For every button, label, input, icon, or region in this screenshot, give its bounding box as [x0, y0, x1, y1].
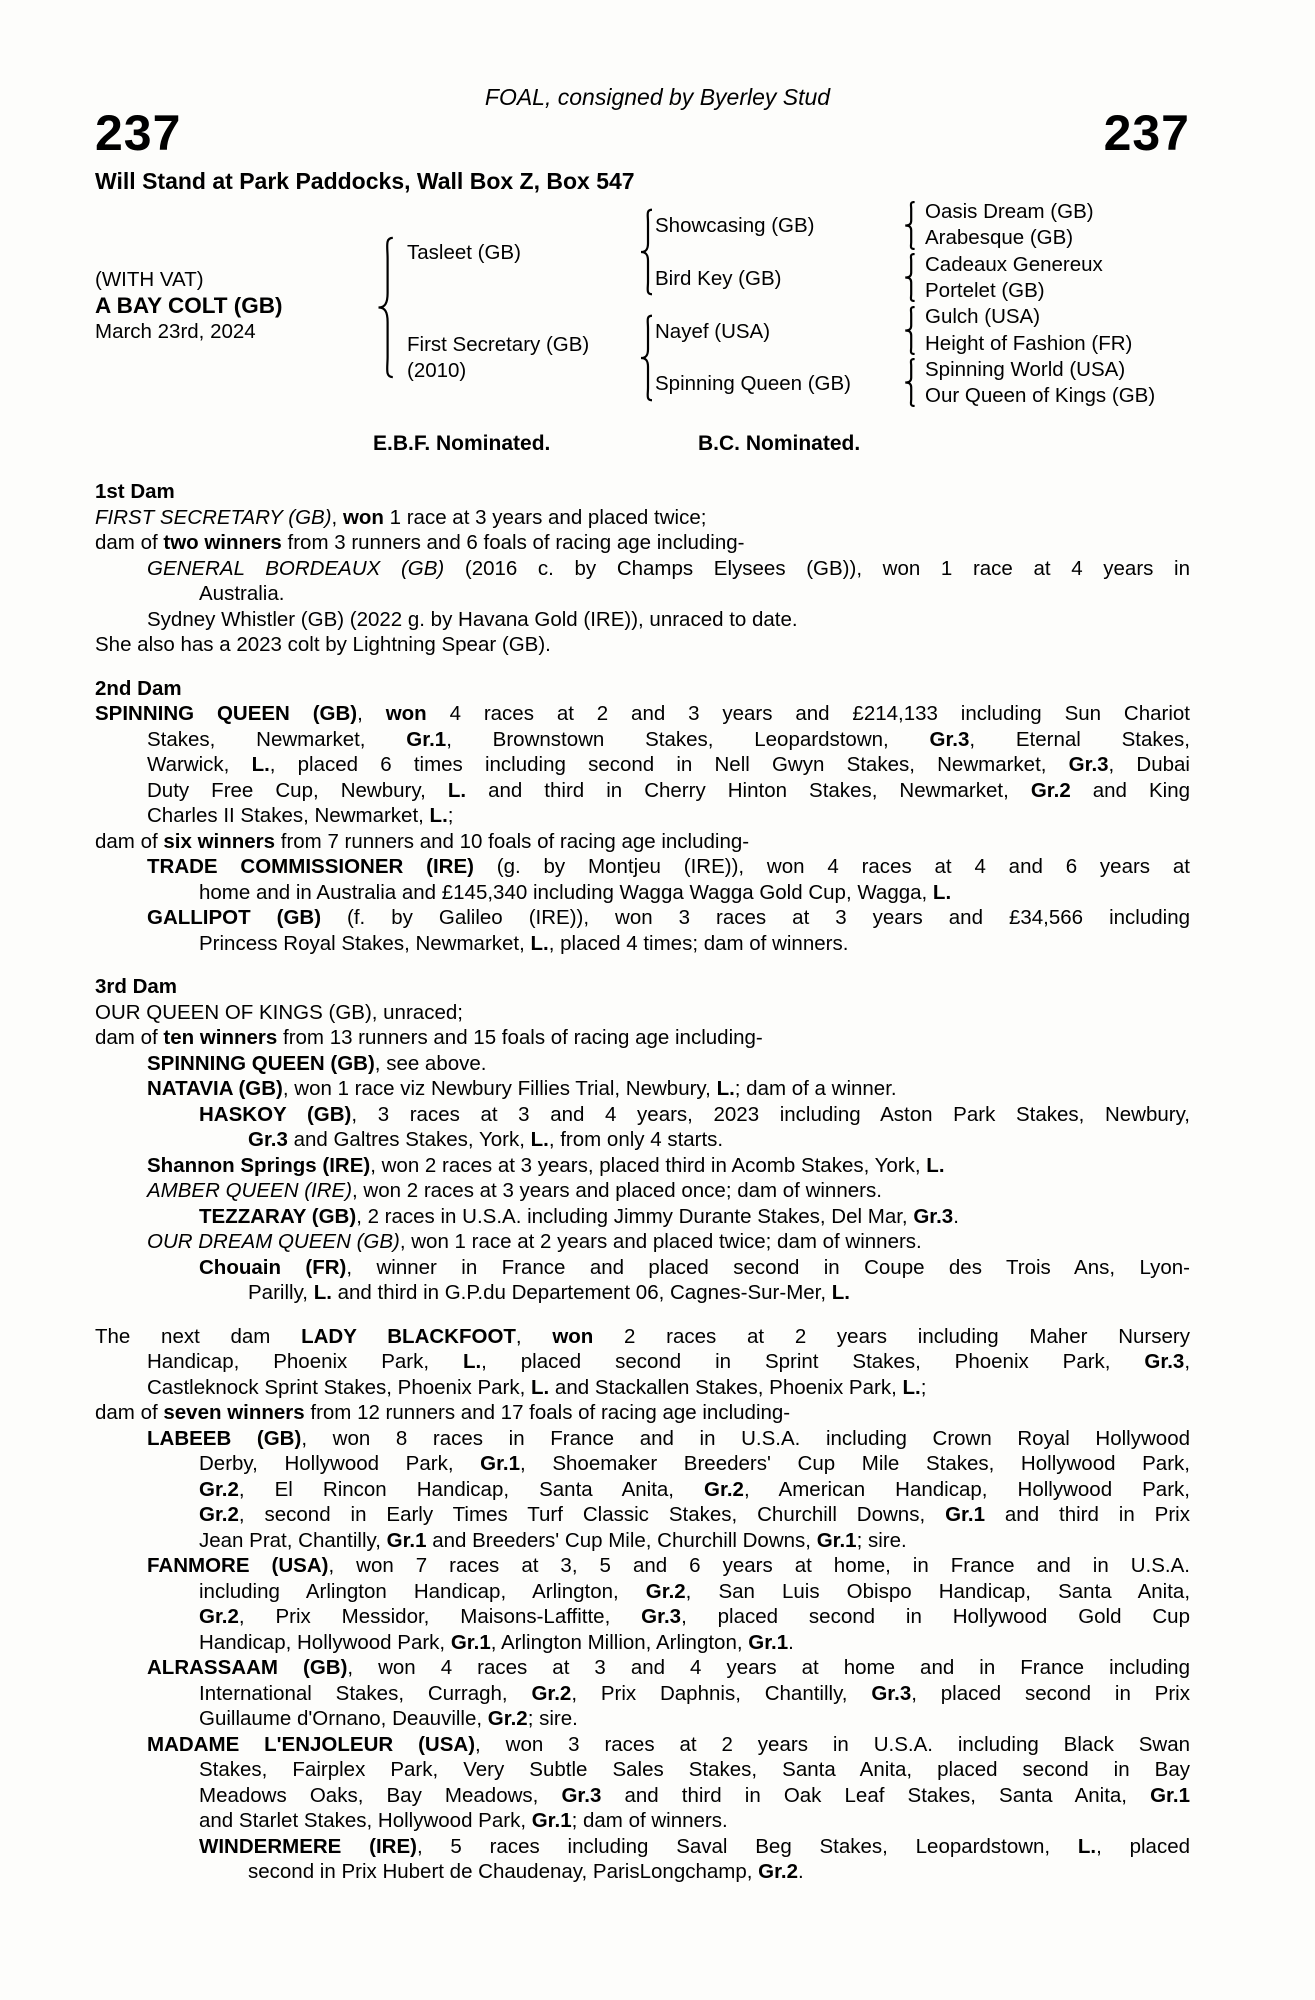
pedigree-gen2-name: Nayef (USA)	[655, 320, 771, 343]
text-run: Gr.1	[531, 1809, 572, 1832]
text-run: TEZZARAY (GB)	[199, 1204, 357, 1228]
text-run: Gr.1	[945, 1503, 985, 1526]
text-run: , placed second in Hollywood Gold Cup	[681, 1605, 1190, 1628]
lot-number-right: 237	[1103, 105, 1190, 161]
text-run: from 12 runners and 17 foals of racing age including-	[304, 1401, 791, 1424]
text-line	[95, 1076, 1190, 1102]
text-run: HASKOY (GB)	[199, 1102, 352, 1126]
text-run: and Starlet Stakes, Hollywood Park,	[199, 1809, 532, 1832]
text-run: , placed 6 times including second in Nell Gwyn Stakes, Newmarket,	[269, 753, 1069, 776]
text-line	[95, 1025, 1190, 1051]
stand-location-line: Will Stand at Park Paddocks, Wall Box Z, Box 547	[95, 168, 635, 194]
text-run: and third in Prix	[984, 1503, 1190, 1526]
text-run: .	[953, 1204, 959, 1228]
text-run: FIRST SECRETARY (GB)	[95, 505, 332, 529]
text-run: two winners	[163, 531, 282, 554]
text-line	[95, 752, 1190, 778]
pedigree-gen3-name: Cadeaux Genereux	[925, 252, 1103, 276]
text-run: Meadows Oaks, Bay Meadows,	[199, 1783, 562, 1807]
text-run: and King	[1070, 778, 1191, 802]
text-run: Charles II Stakes, Newmarket,	[147, 804, 430, 827]
pedigree-brace	[901, 253, 918, 302]
text-run: L.	[530, 1128, 549, 1151]
text-run: ten winners	[163, 1026, 278, 1049]
text-line	[95, 581, 1190, 607]
text-run: Derby, Hollywood Park,	[199, 1452, 481, 1475]
text-run: MADAME L'ENJOLEUR (USA)	[147, 1732, 476, 1756]
pedigree-brace	[636, 314, 656, 402]
text-run: Gr.3	[641, 1605, 682, 1628]
text-run: L.	[926, 1153, 945, 1177]
dam-block	[407, 332, 589, 384]
text-run: Warwick,	[147, 753, 252, 776]
text-run: dam of	[95, 531, 164, 554]
text-run: NATAVIA (GB)	[147, 1077, 283, 1100]
text-run: , Dubai	[1108, 753, 1190, 776]
pedigree-gen2-name: Spinning Queen (GB)	[655, 372, 852, 395]
text-line	[95, 1324, 1190, 1350]
text-run: 4 races at 2 and 3 years and £214,133 including Sun Chariot	[426, 702, 1190, 725]
text-line	[95, 1834, 1190, 1860]
text-run: , from only 4 starts.	[548, 1128, 724, 1151]
text-run: and third in G.P.du Departement 06, Cagnes-Sur-Mer,	[331, 1281, 832, 1304]
text-run: ; sire.	[856, 1528, 907, 1552]
text-run: , American Handicap, Hollywood Park,	[743, 1477, 1190, 1501]
text-run: won	[552, 1324, 594, 1348]
text-run: ,	[331, 505, 343, 529]
text-line	[95, 1553, 1190, 1579]
section-heading: 3rd Dam	[95, 975, 178, 998]
text-run: , won 1 race at 2 years and placed twice; dam of winners.	[399, 1230, 922, 1253]
text-run: , see above.	[374, 1051, 487, 1075]
text-run: ;	[920, 1375, 927, 1399]
text-line	[95, 1681, 1190, 1707]
text-line	[95, 1477, 1190, 1503]
text-run: FANMORE (USA)	[147, 1554, 329, 1577]
text-run: , 2 races in U.S.A. including Jimmy Durante Stakes, Del Mar,	[356, 1204, 914, 1228]
text-run: OUR DREAM QUEEN (GB)	[147, 1230, 400, 1253]
text-line	[95, 1859, 1190, 1885]
text-run: (2016 c. by Champs Elysees (GB)), won 1 race at 4 years in	[444, 556, 1190, 580]
text-run: and Stackallen Stakes, Phoenix Park,	[549, 1375, 903, 1399]
text-run: Australia.	[199, 582, 285, 605]
pedigree-gen2-name: Showcasing (GB)	[655, 214, 815, 237]
text-run: , Shoemaker Breeders' Cup Mile Stakes, Hollywood Park,	[520, 1452, 1190, 1475]
text-line	[95, 880, 1190, 906]
text-run: TRADE COMMISSIONER (IRE)	[147, 855, 474, 878]
text-run: Gr.3	[248, 1128, 288, 1151]
foal-date: March 23rd, 2024	[95, 320, 256, 343]
text-run: SPINNING QUEEN (GB)	[95, 702, 358, 725]
text-run: Gr.2	[199, 1605, 239, 1628]
text-run: ; dam of a winner.	[734, 1077, 897, 1100]
ebf-nomination: E.B.F. Nominated.	[373, 432, 551, 455]
text-line	[95, 1451, 1190, 1477]
text-run: , placed second in Sprint Stakes, Phoenix Park,	[481, 1350, 1145, 1373]
text-run: Gr.3	[929, 727, 970, 751]
text-run: , won 1 race viz Newbury Fillies Trial, Newbury,	[282, 1077, 717, 1100]
text-run: , placed 4 times; dam of winners.	[548, 931, 849, 955]
text-run: and third in Cherry Hinton Stakes, Newmarket,	[466, 778, 1031, 802]
text-line	[95, 829, 1190, 855]
pedigree-brace	[901, 201, 918, 250]
text-run: second in Prix Hubert de Chaudenay, ParisLongchamp,	[248, 1860, 759, 1883]
text-line	[95, 1000, 1190, 1026]
text-run: SPINNING QUEEN (GB)	[147, 1051, 375, 1075]
text-run: Princess Royal Stakes, Newmarket,	[199, 931, 531, 955]
text-run: Parilly,	[248, 1281, 314, 1304]
pedigree-gen2-name: Bird Key (GB)	[655, 267, 782, 290]
text-run: , 3 races at 3 and 4 years, 2023 including Aston Park Stakes, Newbury,	[351, 1102, 1191, 1126]
text-line	[95, 607, 1190, 633]
text-line	[95, 1604, 1190, 1630]
text-run: Gr.2	[704, 1477, 744, 1501]
text-run: and Galtres Stakes, York,	[287, 1128, 531, 1151]
text-run: Stakes, Newmarket,	[147, 727, 407, 751]
text-run: Gr.2	[487, 1707, 528, 1730]
text-run: L.	[716, 1077, 735, 1100]
text-run: L.	[251, 753, 270, 776]
pedigree-gen3-name: Height of Fashion (FR)	[925, 331, 1133, 355]
text-run: home and in Australia and £145,340 including Wagga Wagga Gold Cup, Wagga,	[199, 880, 933, 904]
text-run: Gr.1	[406, 727, 447, 751]
text-run: and Breeders' Cup Mile, Churchill Downs,	[426, 1528, 817, 1552]
text-run: , placed second in Prix	[911, 1681, 1190, 1705]
text-line	[95, 1655, 1190, 1681]
text-run: Gr.1	[816, 1528, 857, 1552]
text-run: , winner in France and placed second in Coupe des Trois Ans, Lyon-	[346, 1255, 1190, 1279]
text-run: L.	[313, 1281, 332, 1304]
pedigree-gen3-name: Spinning World (USA)	[925, 357, 1126, 381]
text-run: AMBER QUEEN (IRE)	[147, 1179, 353, 1202]
text-line	[95, 1375, 1190, 1401]
pedigree-brace	[372, 235, 398, 380]
text-run: Gr.2	[199, 1503, 239, 1526]
section-heading: 2nd Dam	[95, 676, 182, 700]
text-run: 1 race at 3 years and placed twice;	[383, 505, 707, 529]
dam-year: (2010)	[407, 359, 467, 382]
text-line	[95, 701, 1190, 727]
text-line	[95, 803, 1190, 829]
text-run: , won 2 races at 3 years, placed third in Acomb Stakes, York,	[370, 1153, 927, 1177]
sire-name: Tasleet (GB)	[407, 241, 521, 264]
text-line	[95, 1808, 1190, 1834]
text-line	[95, 1502, 1190, 1528]
text-run: .	[798, 1860, 804, 1883]
text-run: L.	[902, 1375, 921, 1399]
text-run: Shannon Springs (IRE)	[147, 1153, 371, 1177]
pedigree-brace	[636, 208, 656, 296]
text-run: , Brownstown Stakes, Leopardstown,	[446, 727, 930, 751]
text-run: 2 races at 2 years including Maher Nursery	[593, 1324, 1190, 1348]
text-line	[95, 1255, 1190, 1281]
text-line	[95, 1349, 1190, 1375]
text-line	[95, 1127, 1190, 1153]
pedigree-brace	[901, 306, 918, 355]
text-line	[95, 1102, 1190, 1128]
text-run: Gr.3	[913, 1204, 954, 1228]
lot-number-left: 237	[95, 105, 182, 161]
text-line	[95, 1732, 1190, 1758]
subject-horse-block	[95, 267, 283, 345]
text-run: , won 3 races at 2 years in U.S.A. including Black Swan	[475, 1732, 1191, 1756]
text-run: , Eternal Stakes,	[969, 727, 1190, 751]
text-run: (f. by Galileo (IRE)), won 3 races at 3 years and £34,566 including	[321, 906, 1190, 929]
text-run: LADY BLACKFOOT	[301, 1324, 516, 1348]
text-run: L.	[530, 931, 549, 955]
text-line	[95, 1630, 1190, 1656]
text-run: from 13 runners and 15 foals of racing age including-	[277, 1026, 763, 1049]
vat-note: (WITH VAT)	[95, 268, 204, 291]
text-run: , 5 races including Saval Beg Stakes, Leopardstown,	[416, 1834, 1078, 1858]
text-run: , San Luis Obispo Handicap, Santa Anita,	[685, 1579, 1191, 1603]
text-run: , won 2 races at 3 years and placed once; dam of winners.	[352, 1179, 882, 1202]
text-run: L.	[932, 880, 952, 904]
pedigree-brace	[901, 358, 918, 407]
text-line	[95, 1757, 1190, 1783]
text-line	[95, 530, 1190, 556]
text-run: Stakes, Fairplex Park, Very Subtle Sales Stakes, Santa Anita, placed second in Bay	[199, 1758, 1190, 1781]
text-run: Gr.3	[561, 1783, 602, 1807]
text-line	[95, 1229, 1190, 1255]
text-run: six winners	[163, 829, 276, 853]
text-run: .	[788, 1630, 794, 1654]
text-run: Gr.2	[199, 1477, 239, 1501]
text-run: Gr.1	[1150, 1783, 1190, 1807]
text-run: dam of	[95, 1401, 164, 1424]
text-run: Handicap, Hollywood Park,	[199, 1630, 451, 1654]
text-run: Gr.1	[748, 1630, 789, 1654]
text-run: L.	[462, 1350, 482, 1373]
text-run: The next dam	[95, 1324, 302, 1348]
text-run: Gr.2	[1030, 778, 1071, 802]
consignment-title: FOAL, consigned by Byerley Stud	[484, 84, 831, 110]
bc-nomination: B.C. Nominated.	[698, 432, 861, 455]
text-line	[95, 1706, 1190, 1732]
text-run: , Arlington Million, Arlington,	[490, 1630, 749, 1654]
text-run: Sydney Whistler (GB) (2022 g. by Havana Gold (IRE)), unraced to date.	[147, 607, 798, 631]
text-run: Jean Prat, Chantilly,	[199, 1528, 387, 1552]
text-run: (g. by Montjeu (IRE)), won 4 races at 4 and 6 years at	[473, 855, 1190, 878]
text-run: Chouain (FR)	[199, 1255, 347, 1279]
section-heading: 1st Dam	[95, 480, 175, 503]
pedigree-gen3-name: Portelet (GB)	[925, 278, 1045, 302]
text-run: Gr.2	[758, 1860, 799, 1883]
text-run: L.	[447, 778, 467, 802]
text-run: , placed	[1096, 1834, 1191, 1858]
text-run: ;	[447, 804, 454, 827]
text-run: Gr.3	[871, 1681, 912, 1705]
text-line	[95, 778, 1190, 804]
text-line	[95, 1783, 1190, 1809]
text-line	[95, 1528, 1190, 1554]
text-run: L.	[1077, 1834, 1097, 1858]
text-run: Gr.1	[386, 1528, 427, 1552]
text-run: Gr.3	[1068, 753, 1109, 776]
text-run: Gr.2	[645, 1579, 686, 1603]
text-run: ,	[357, 702, 386, 725]
text-run: Handicap, Phoenix Park,	[147, 1350, 463, 1373]
text-run: GALLIPOT (GB)	[147, 906, 322, 929]
text-line	[95, 1051, 1190, 1077]
text-run: , won 4 races at 3 and 4 years at home and in France including	[347, 1656, 1190, 1679]
text-run: Guillaume d'Ornano, Deauville,	[199, 1707, 488, 1730]
pedigree-gen3-name: Arabesque (GB)	[925, 226, 1074, 250]
text-run: She also has a 2023 colt by Lightning Spear (GB).	[95, 633, 551, 656]
text-run: ; dam of winners.	[571, 1809, 728, 1832]
text-run: and third in Oak Leaf Stakes, Santa Anita,	[601, 1783, 1151, 1807]
text-run: OUR QUEEN OF KINGS (GB), unraced;	[95, 1000, 463, 1024]
text-run: Duty Free Cup, Newbury,	[147, 778, 448, 802]
catalogue-body	[0, 479, 1315, 1885]
text-run: including Arlington Handicap, Arlington,	[199, 1579, 646, 1603]
text-run: dam of	[95, 1026, 164, 1049]
text-line	[95, 1400, 1190, 1426]
text-run: , El Rincon Handicap, Santa Anita,	[238, 1477, 705, 1501]
text-run: WINDERMERE (IRE)	[199, 1834, 417, 1858]
text-run: L.	[429, 804, 448, 827]
text-line	[95, 931, 1190, 957]
pedigree-gen3-name: Our Queen of Kings (GB)	[925, 384, 1156, 408]
text-run: , won 7 races at 3, 5 and 6 years at home, in France and in U.S.A.	[328, 1554, 1190, 1577]
text-run: L.	[531, 1375, 550, 1399]
text-line	[95, 1178, 1190, 1204]
text-run: Gr.3	[1144, 1350, 1185, 1373]
pedigree-gen3-name: Gulch (USA)	[925, 305, 1041, 329]
text-run: , second in Early Times Turf Classic Stakes, Churchill Downs,	[238, 1503, 946, 1526]
text-line	[95, 505, 1190, 531]
text-run: , Prix Messidor, Maisons-Laffitte,	[238, 1605, 642, 1628]
text-run: ; sire.	[527, 1707, 578, 1730]
text-run: from 3 runners and 6 foals of racing age including-	[281, 531, 745, 554]
text-run: won	[385, 702, 427, 725]
text-run: Gr.1	[480, 1452, 521, 1475]
page-header	[0, 0, 1315, 479]
horse-name: A BAY COLT (GB)	[95, 293, 283, 318]
text-run: ALRASSAAM (GB)	[147, 1656, 348, 1679]
text-run: ,	[1184, 1350, 1191, 1373]
text-line	[95, 1204, 1190, 1230]
text-run: from 7 runners and 10 foals of racing age including-	[275, 829, 750, 853]
text-run: , Prix Daphnis, Chantilly,	[571, 1681, 872, 1705]
text-run: won	[342, 505, 384, 529]
text-run: Gr.1	[450, 1630, 491, 1654]
text-run: ,	[515, 1324, 553, 1348]
text-run: LABEEB (GB)	[147, 1426, 302, 1450]
text-line	[95, 632, 1190, 658]
text-line	[95, 727, 1190, 753]
text-run: seven winners	[163, 1401, 305, 1424]
text-run: Gr.2	[531, 1681, 572, 1705]
text-run: , won 8 races in France and in U.S.A. including Crown Royal Hollywood	[301, 1426, 1190, 1450]
text-line	[95, 556, 1190, 582]
dam-name: First Secretary (GB)	[407, 333, 590, 356]
text-line	[95, 1426, 1190, 1452]
text-line	[95, 854, 1190, 880]
text-line	[95, 1153, 1190, 1179]
text-line	[95, 1579, 1190, 1605]
text-run: dam of	[95, 829, 164, 853]
text-line	[95, 1280, 1190, 1306]
pedigree-gen3-name: Oasis Dream (GB)	[925, 200, 1094, 223]
text-run: International Stakes, Curragh,	[199, 1681, 532, 1705]
text-run: L.	[831, 1281, 850, 1304]
text-run: GENERAL BORDEAUX (GB)	[147, 556, 445, 580]
text-line	[95, 905, 1190, 931]
text-run: Castleknock Sprint Stakes, Phoenix Park,	[147, 1375, 531, 1399]
